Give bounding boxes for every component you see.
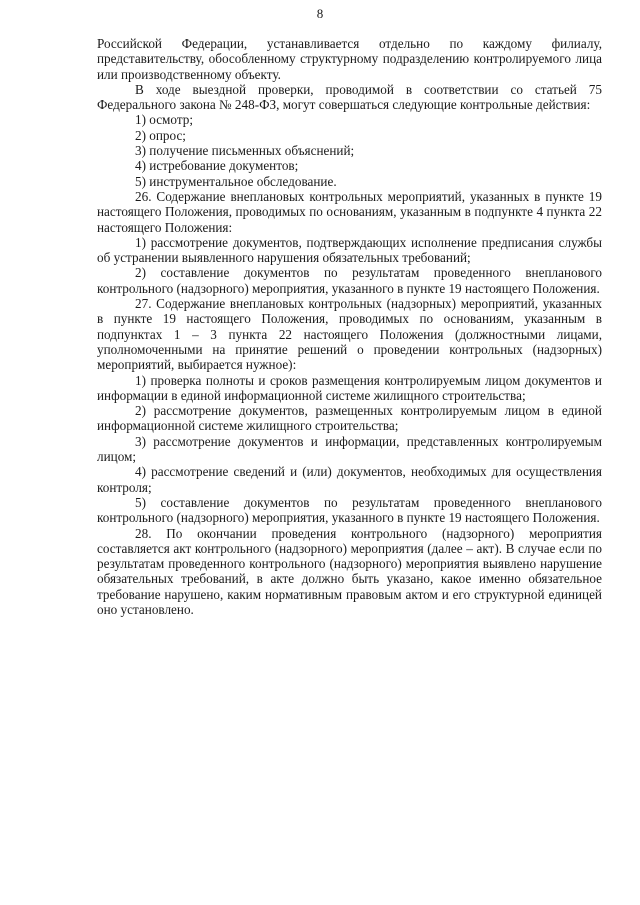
paragraph-27: 27. Содержание внеплановых контрольных (надзорных) мероприятий, указанных в пункте 19 настоящего Положения, проводимых по основаниям, указанным в подпунктах 1 – 3 пункта 22 настоящего Положения (должностными лицами, уполномоченными на принятие решений о проведении контрольных (надзорных) мероприятий, выбирается нужное):: [97, 296, 602, 373]
list-item-document-request: 4) истребование документов;: [135, 158, 299, 174]
document-body: [97, 0, 602, 617]
paragraph-continuation: Российской Федерации, устанавливается отдельно по каждому филиалу, представительству, обособленному структурному подразделению контролируемого лица или производственному объекту.: [97, 36, 602, 82]
paragraph-27-item-3: 3) рассмотрение документов и информации, представленных контролируемым лицом;: [97, 433, 602, 465]
list-item-inspection: 1) осмотр;: [135, 112, 194, 128]
paragraph-26-item-2: 2) составление документов по результатам проведенного внепланового контрольного (надзорного) мероприятия, указанного в пункте 19 настоящего Положения.: [97, 265, 602, 296]
page-number: 8: [316, 6, 324, 21]
paragraph-field-inspection-actions: В ходе выездной проверки, проводимой в соответствии со статьей 75 Федерального закона № 248-ФЗ, могут совершаться следующие контрольные действия:: [97, 81, 602, 113]
paragraph-26-item-1: 1) рассмотрение документов, подтверждающих исполнение предписания службы об устранении выявленного нарушения обязательных требований;: [97, 234, 602, 266]
paragraph-27-item-4: 4) рассмотрение сведений и (или) документов, необходимых для осуществления контроля;: [97, 464, 602, 495]
paragraph-27-item-1: 1) проверка полноты и сроков размещения контролируемым лицом документов и информации в единой информационной системе жилищного строительства;: [97, 372, 602, 403]
paragraph-27-item-2: 2) рассмотрение документов, размещенных контролируемым лицом в единой информационной системе жилищного строительства;: [97, 403, 602, 434]
list-item-survey: 2) опрос;: [135, 127, 186, 143]
list-item-instrumental-examination: 5) инструментальное обследование.: [135, 173, 337, 189]
paragraph-28: 28. По окончании проведения контрольного (надзорного) мероприятия составляется акт контрольного (надзорного) мероприятия (далее – акт). В случае если по результатам проведенного контрольного (надзорного) мероприятия выявлено нарушение обязательных требований, в акте должно быть указано, какое именно обязательное требование нарушено, каким нормативным правовым актом и его структурной единицей оно установлено.: [97, 525, 602, 617]
paragraph-26: 26. Содержание внеплановых контрольных мероприятий, указанных в пункте 19 настоящего Положения, проводимых по основаниям, указанным в подпункте 4 пункта 22 настоящего Положения:: [97, 188, 602, 235]
paragraph-27-item-5: 5) составление документов по результатам проведенного внепланового контрольного (надзорного) мероприятия, указанного в пункте 19 настоящего Положения.: [97, 494, 602, 526]
list-item-written-explanations: 3) получение письменных объяснений;: [135, 143, 355, 159]
